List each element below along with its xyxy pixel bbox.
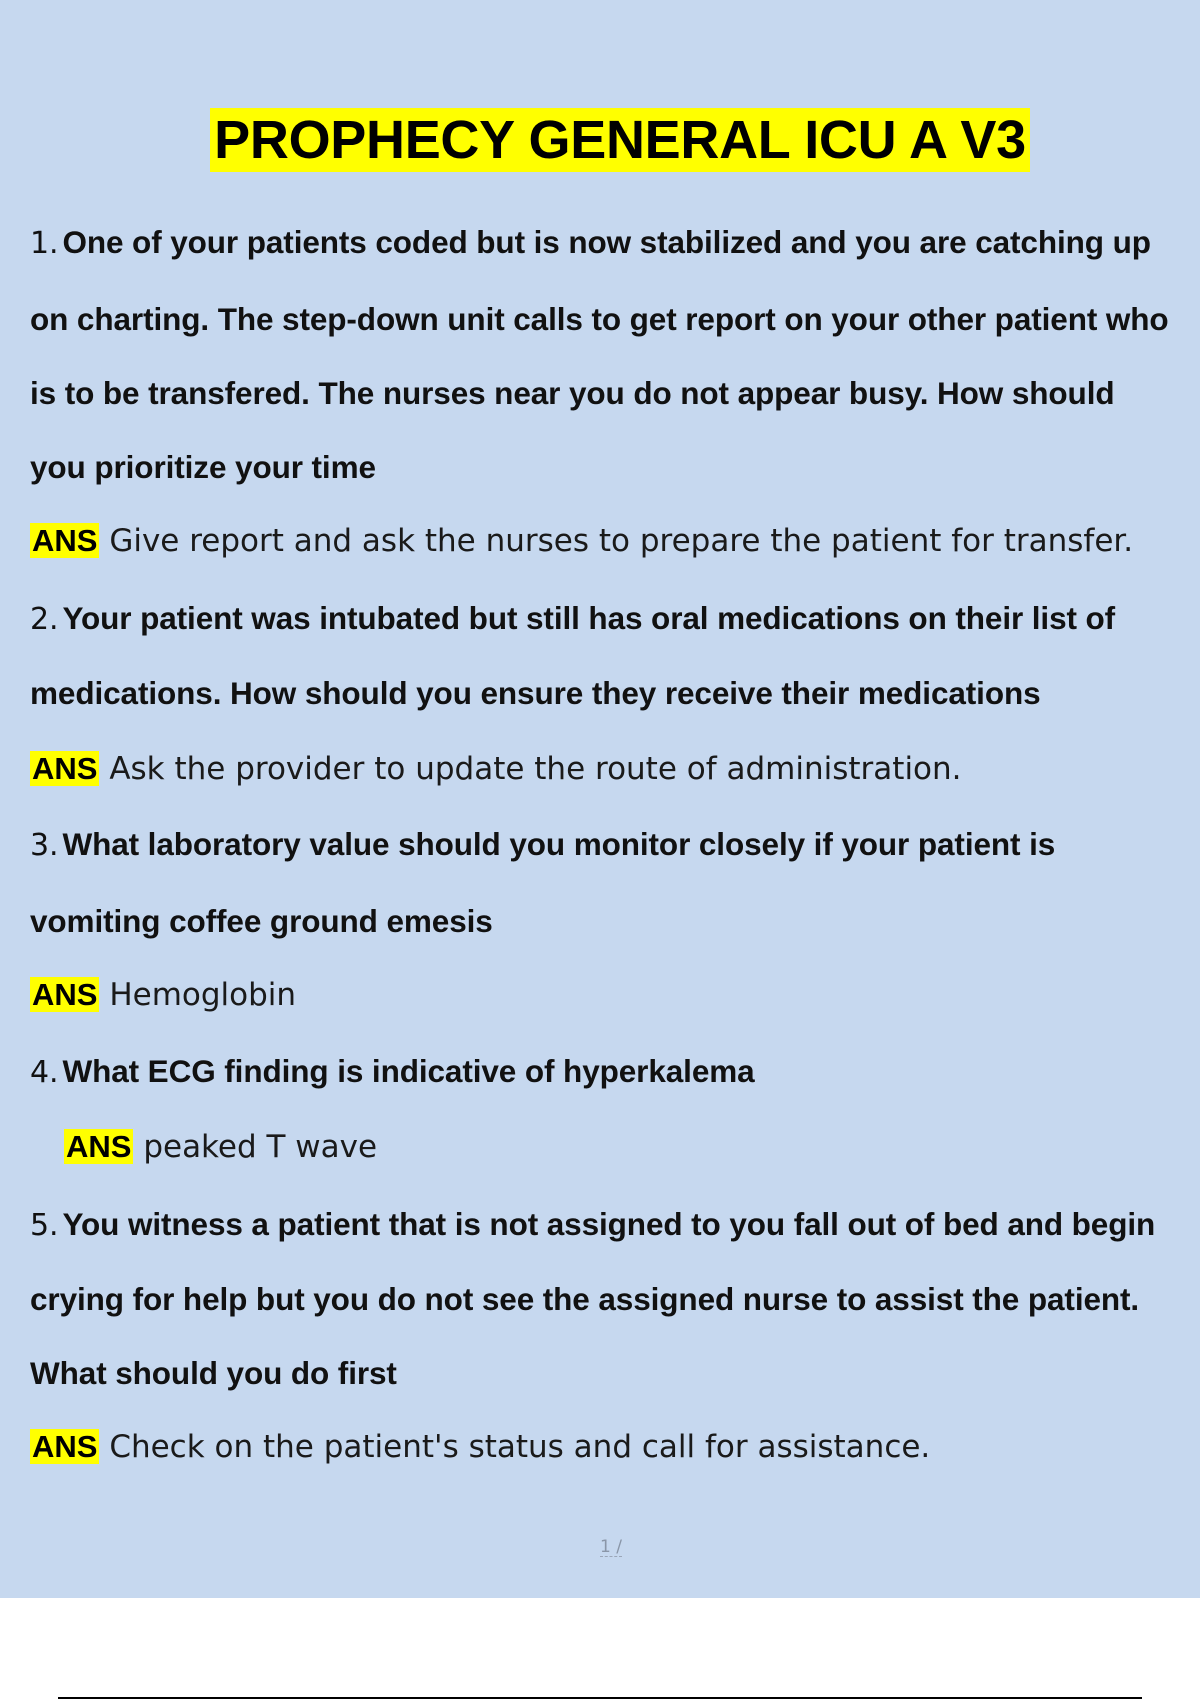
question-1-text-1: One of your patients coded but is now stabilized and you are catching up xyxy=(62,224,1151,260)
question-2-line-2: medications. How should you ensure they receive their medications xyxy=(30,675,1041,711)
answer-3-text: Hemoglobin xyxy=(109,977,297,1013)
question-5-line-2: crying for help but you do not see the assigned nurse to assist the patient. xyxy=(30,1281,1140,1317)
footer-divider xyxy=(58,1697,1142,1699)
answer-2-label: ANS xyxy=(32,751,98,786)
answer-5 xyxy=(30,1429,930,1465)
question-2-number: 2. xyxy=(30,602,59,637)
question-1-line-1 xyxy=(30,224,1151,261)
answer-5-text: Check on the patient's status and call for assistance. xyxy=(109,1429,931,1465)
question-4-text-1: What ECG finding is indicative of hyperkalema xyxy=(62,1053,755,1089)
question-5-text-1: You witness a patient that is not assigned to you fall out of bed and begin xyxy=(62,1206,1156,1242)
answer-3-label: ANS xyxy=(32,977,98,1012)
answer-1-text: Give report and ask the nurses to prepare the patient for transfer. xyxy=(109,523,1134,559)
question-1-line-4: you prioritize your time xyxy=(30,449,376,485)
question-1-line-2: on charting. The step-down unit calls to get report on your other patient who xyxy=(30,301,1169,337)
question-5-line-3: What should you do first xyxy=(30,1355,397,1391)
question-3-line-1 xyxy=(30,826,1055,863)
question-1-line-3: is to be transfered. The nurses near you do not appear busy. How should xyxy=(30,375,1115,411)
answer-5-label: ANS xyxy=(32,1429,98,1464)
page-title: PROPHECY GENERAL ICU A V3 xyxy=(210,108,1030,172)
question-3-line-2: vomiting coffee ground emesis xyxy=(30,903,493,939)
question-3-text-1: What laboratory value should you monitor closely if your patient is xyxy=(62,826,1056,862)
title-container xyxy=(0,108,1200,172)
question-2-line-1 xyxy=(30,600,1115,637)
answer-1 xyxy=(30,523,1133,559)
answer-2 xyxy=(30,751,962,787)
question-5-number: 5. xyxy=(30,1208,59,1243)
answer-1-label: ANS xyxy=(32,523,98,558)
answer-2-text: Ask the provider to update the route of administration. xyxy=(109,751,962,787)
page-number: 1 / xyxy=(600,1537,622,1557)
answer-4 xyxy=(64,1129,377,1165)
answer-3 xyxy=(30,977,296,1013)
question-3-number: 3. xyxy=(30,828,59,863)
question-1-number: 1. xyxy=(30,226,59,261)
question-4-number: 4. xyxy=(30,1055,59,1090)
answer-4-text: peaked T wave xyxy=(143,1129,378,1165)
question-4-line-1 xyxy=(30,1053,755,1090)
answer-4-label: ANS xyxy=(66,1129,132,1164)
question-5-line-1 xyxy=(30,1206,1155,1243)
question-2-text-1: Your patient was intubated but still has oral medications on their list of xyxy=(62,600,1116,636)
